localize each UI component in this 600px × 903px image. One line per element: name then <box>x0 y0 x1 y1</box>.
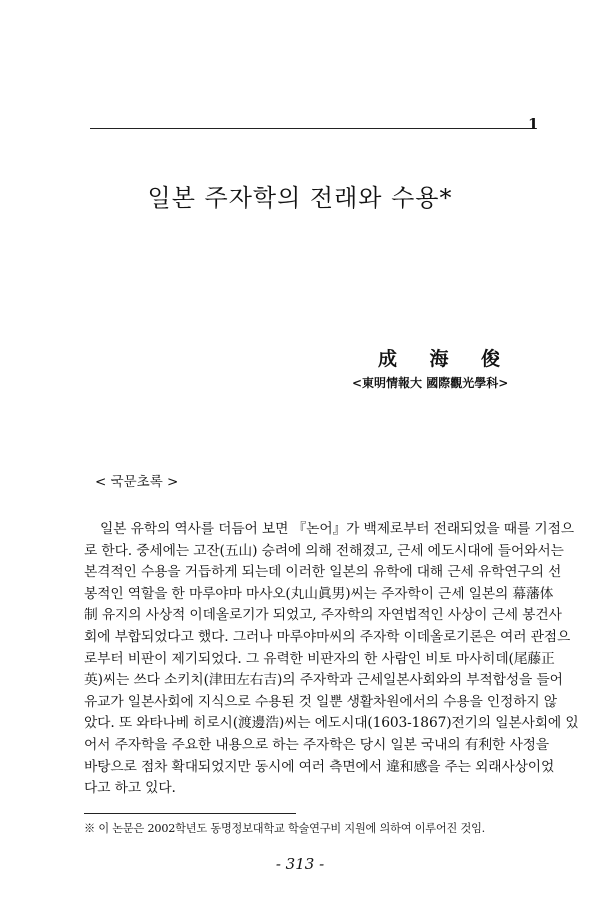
header-page-number: 1 <box>528 115 539 133</box>
footer-page-number: - 313 - <box>275 855 325 873</box>
abstract-line: 본격적인 수용을 거듭하게 되는데 이러한 일본의 유학에 대해 근세 유학연구의 선 <box>84 564 562 581</box>
abstract-body <box>84 519 579 800</box>
author-name-char: 成 <box>378 348 398 370</box>
abstract-line: 봉적인 역할을 한 마루야마 마사오(丸山眞男)씨는 주자학이 근세 일본의 幕藩体 <box>84 585 554 602</box>
abstract-line: 로부터 비판이 제기되었다. 그 유력한 비판자의 한 사람인 비토 마사히데(尾藤正 <box>84 650 555 667</box>
abstract-line: 유교가 일본사회에 지식으로 수용된 것 일뿐 생활차원에서의 수용을 인정하지 않 <box>84 693 557 710</box>
author-name-char: 俊 <box>480 348 500 370</box>
abstract-line: 로 한다. 중세에는 고잔(五山) 승려에 의해 전해졌고, 근세 에도시대에 들어와서는 <box>84 542 564 559</box>
abstract-line: 바탕으로 점차 확대되었지만 동시에 여러 측면에서 違和感을 주는 외래사상이었 <box>84 758 555 775</box>
abstract-line: 英)씨는 쓰다 소키치(津田左右吉)의 주자학과 근세일본사회와의 부적합성을 들어 <box>84 672 563 689</box>
abstract-line: 다고 하고 있다. <box>84 780 176 797</box>
abstract-heading: < 국문초록 > <box>95 474 179 490</box>
abstract-line: 일본 유학의 역사를 더듬어 보면 『논어』가 백제로부터 전래되었을 때를 기점으 <box>100 521 574 537</box>
author-name <box>378 344 500 371</box>
abstract-line: 制 유지의 사상적 이데올로기가 되었고, 주자학의 자연법적인 사상이 근세 봉건사 <box>84 607 562 624</box>
abstract-line: 았다. 또 와타나베 히로시(渡邊浩)씨는 에도시대(1603-1867)전기의 일본사회에 있 <box>84 715 579 732</box>
author-name-char: 海 <box>429 348 449 370</box>
abstract-line: 회에 부합되었다고 했다. 그러나 마루야마씨의 주자학 이데올로기론은 여러 관점으 <box>84 628 571 645</box>
paper-title: 일본 주자학의 전래와 수용* <box>147 184 453 212</box>
header-rule <box>90 128 536 129</box>
abstract-line: 어서 주자학을 주요한 내용으로 하는 주자학은 당시 일본 국내의 有利한 사정을 <box>84 736 549 753</box>
author-affiliation: <東明情報大 國際觀光學科> <box>352 376 509 390</box>
footnote: ※ 이 논문은 2002학년도 동명정보대학교 학술연구비 지원에 의하여 이루어진 것임. <box>84 822 486 835</box>
footnote-rule <box>84 813 296 814</box>
